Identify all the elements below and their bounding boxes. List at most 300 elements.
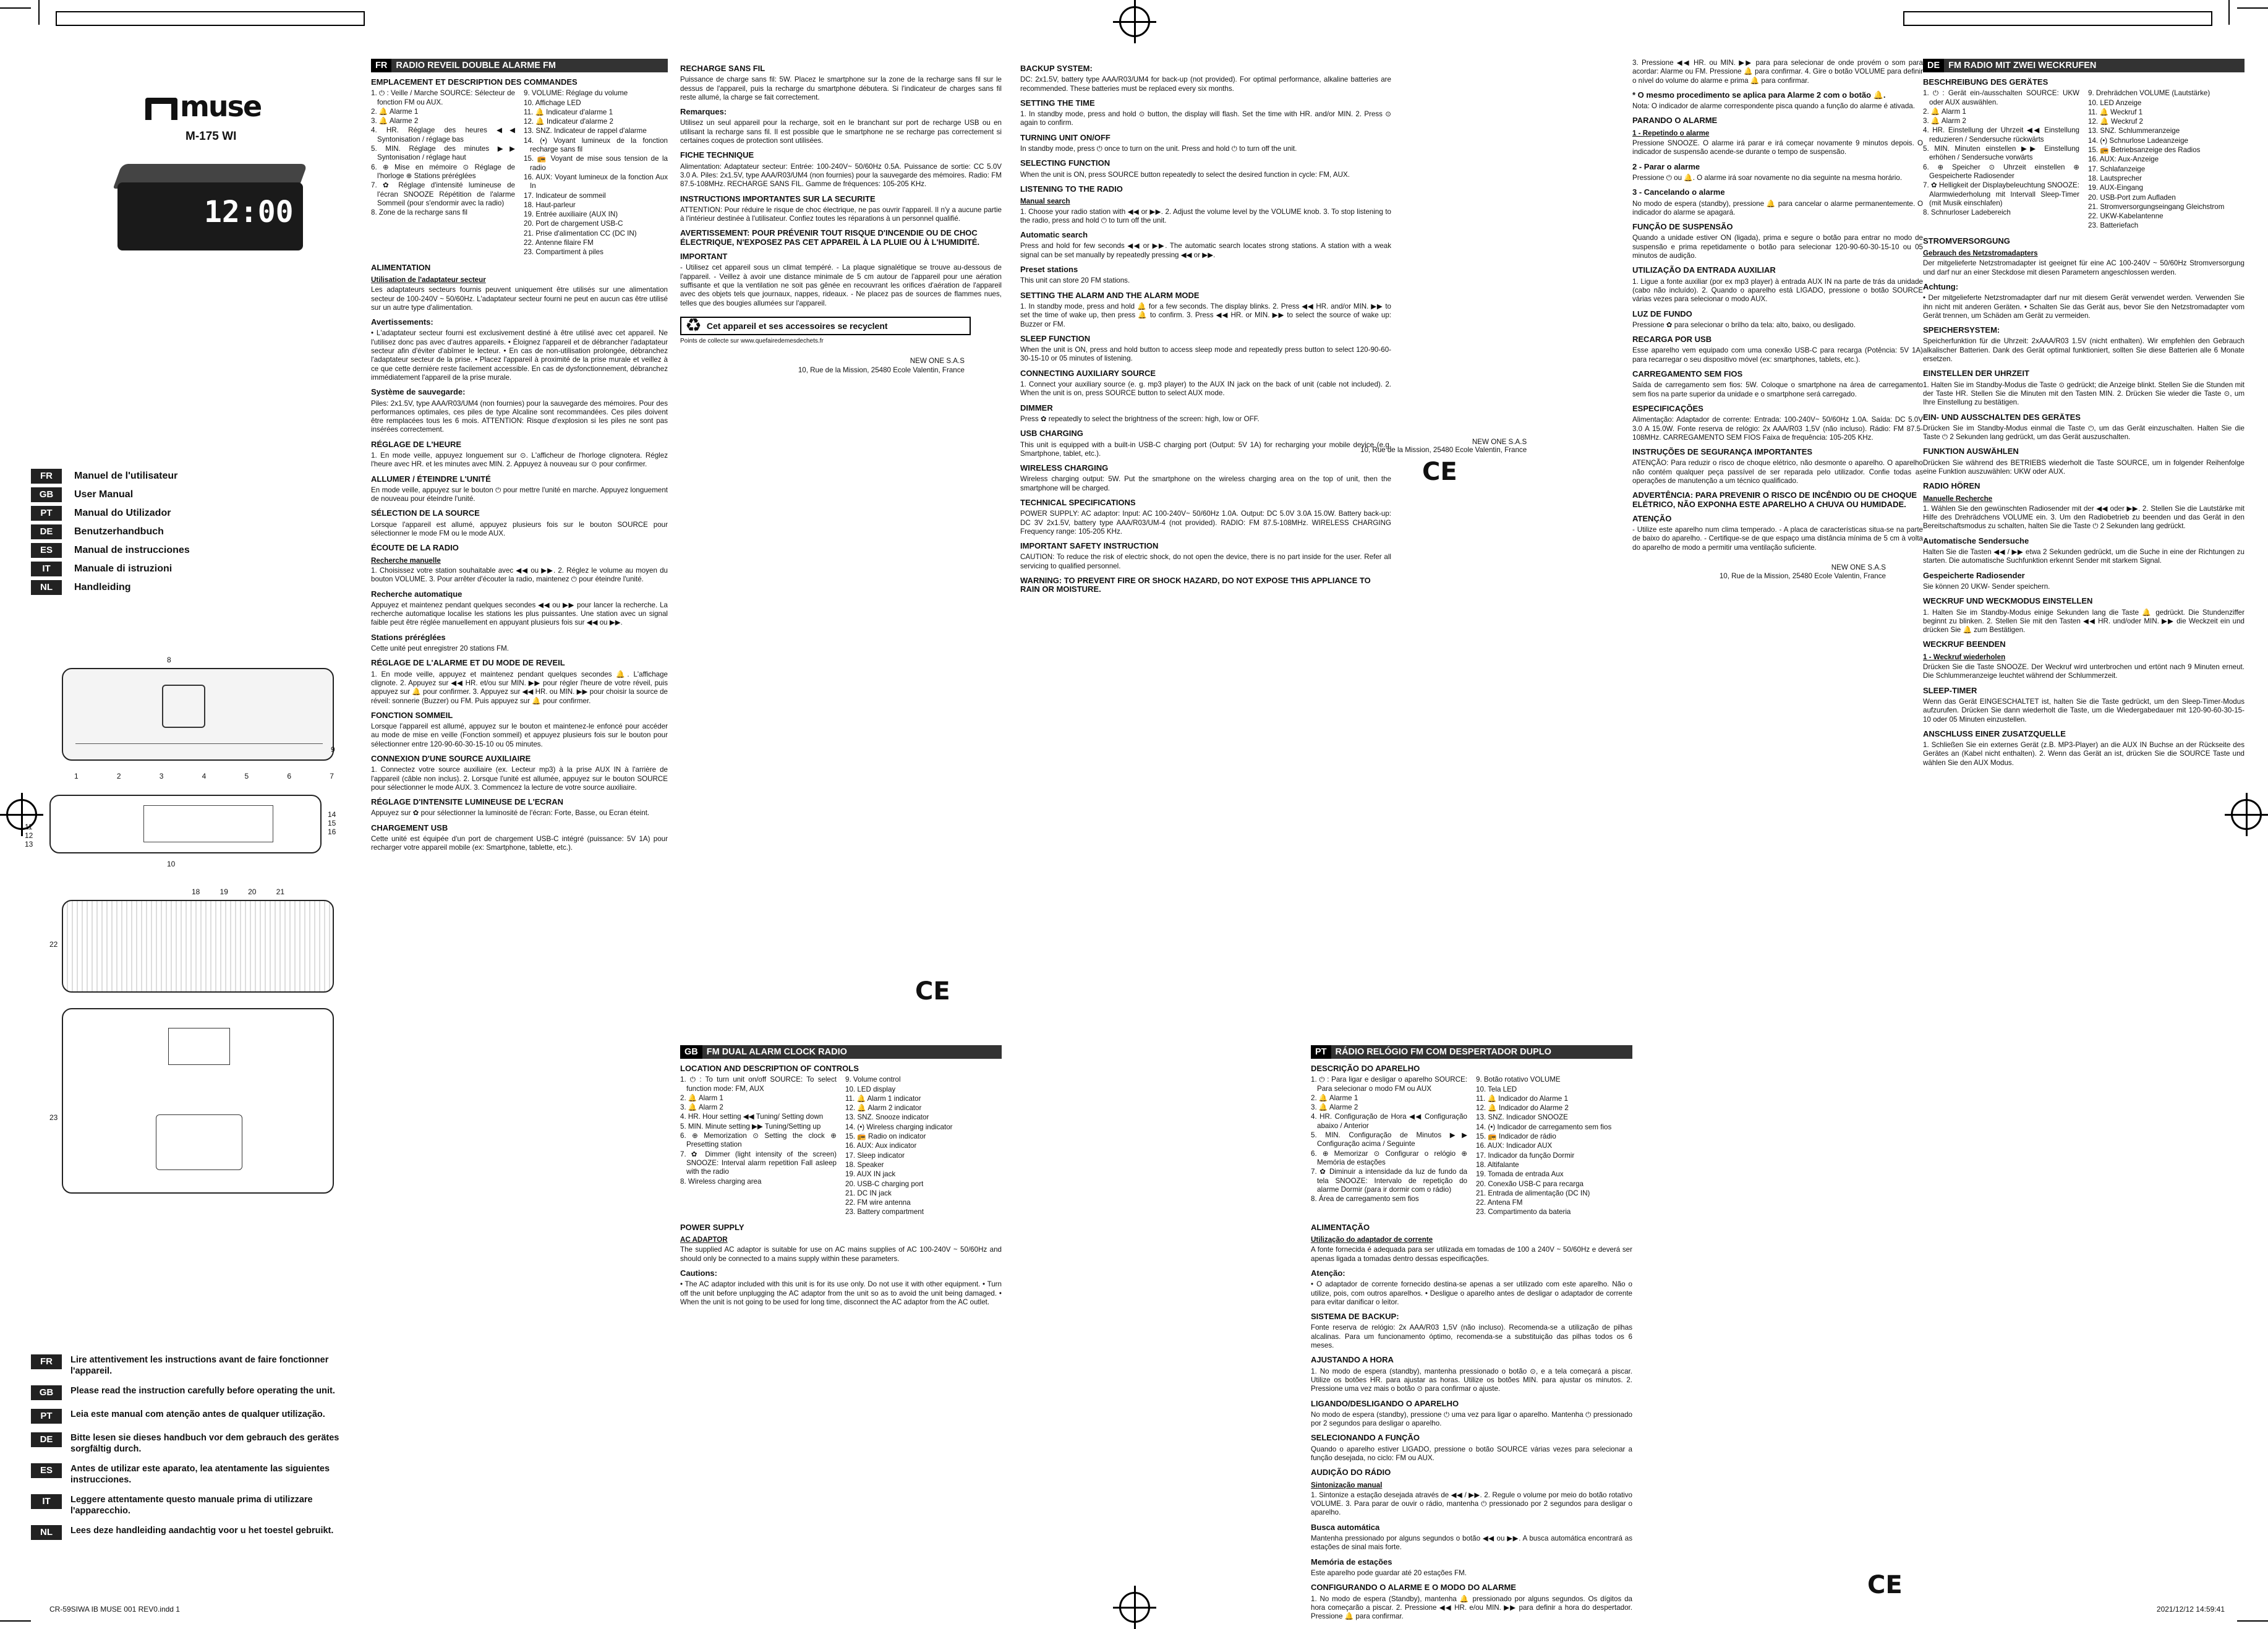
device-top-view (62, 668, 334, 761)
control-item: 15. 📻 Radio on indicator (845, 1132, 926, 1141)
control-item: 13. SNZ. Snooze indicator (845, 1113, 929, 1122)
control-item: 3. 🔔 Alarme 2 (371, 117, 419, 126)
gb-section-text: When the unit is ON, press SOURCE button repeatedly to select the desired function in cycle: FM, AUX. (1020, 170, 1350, 179)
fr-section-heading: ALLUMER / ÉTEINDRE L'UNITÉ (371, 474, 491, 484)
de-section-subheading: 1 - Weckruf wiederholen (1923, 652, 2006, 661)
fr-section-heading: RÉGLAGE DE L'HEURE (371, 439, 462, 449)
control-item: 20. Conexão USB-C para recarga (1476, 1179, 1584, 1188)
control-item: 16. AUX: Aux indicator (845, 1142, 917, 1150)
pt-column-2 (1632, 59, 1923, 581)
gb-section-heading: TURNING UNIT ON/OFF (1020, 132, 1111, 142)
control-item: 14. (•) Indicador de carregamento sem fios (1476, 1122, 1612, 1131)
diagram-label-col: 14 15 16 (328, 810, 336, 836)
ce-mark: CE (915, 977, 950, 1006)
gb-section-heading: Automatic search (1020, 230, 1088, 240)
pt-section-text: Mantenha pressionado por alguns segundos o botão ◀◀ ou ▶▶. A busca automática encontrará as estações de sinal mais forte. (1311, 1534, 1632, 1552)
control-item: 23. Compartimento da bateria (1476, 1208, 1571, 1216)
pt-section-text: 1. Sintonize a estação desejada através de ◀◀ / ▶▶. 2. Regule o volume por meio do botão rotativo VOLUME. 3. Para parar de ouvir o rádio, mantenha ⏻ pressionado por 2 segundos para desligar o aparelho. (1311, 1490, 1632, 1517)
pt-section-heading: CARREGAMENTO SEM FIOS (1632, 369, 1743, 379)
control-item: 23. Compartiment à piles (524, 248, 603, 257)
language-row: PT Manual do Utilizador (31, 504, 340, 523)
control-item: 10. Tela LED (1476, 1085, 1517, 1093)
gb-section-heading: LISTENING TO THE RADIO (1020, 184, 1123, 194)
control-item: 21. Prise d'alimentation CC (DC IN) (524, 229, 637, 237)
fr-section-text: Puissance de charge sans fil: 5W. Placez le smartphone sur la zone de la recharge sans fil sur le dessus de l'appareil, puis la recharge du smartphone débutera. Si l'indicateur de charges sans fil reste allumé, la charge se fait correctement. (680, 75, 1002, 101)
fr-section-text: Cette unité est équipée d'un port de chargement USB-C intégré (puissance: 5V 1A) pour recharger votre appareil mobile (ex: Smartphone, tablette, etc.). (371, 835, 668, 852)
control-item: 1. ⏻ : Para ligar e desligar o aparelho SOURCE: Para selecionar o modo FM ou AUX (1311, 1075, 1467, 1093)
diagram-label-row: 1 2 3 4 5 6 7 (74, 772, 334, 780)
control-item: 14. (•) Schnurlose Ladeanzeige (2088, 136, 2188, 145)
control-item: 13. SNZ. Schlummeranzeige (2088, 127, 2180, 135)
de-section-heading: STROMVERSORGUNG (1923, 236, 2010, 246)
gb-section-text: Press ✿ repeatedly to select the brightness of the screen: high, low or OFF. (1020, 414, 1260, 423)
device-back-view (62, 900, 334, 993)
fr-section-text: Appuyez et maintenez pendant quelques secondes ◀◀ ou ▶▶ pour lancer la recherche. La recherche automatique localise les stations les plus puissantes. Une station avec un signal faible peut être réglée manuellement en appuyant plusieurs fois sur ◀◀ ou ▶▶. (371, 601, 668, 627)
control-item: 1. ⏻ : Veille / Marche SOURCE: Sélecteur de fonction FM ou AUX. (371, 89, 515, 106)
gb-section-heading: SLEEP FUNCTION (1020, 333, 1091, 343)
pt-section-text: Nota: O indicador de alarme correspondente pisca quando a função do alarme é ativada. (1632, 102, 1915, 111)
gb-section-text: • The AC adaptor included with this unit is for its use only. Do not use it with other equipment. • Turn off the unit before unplugging the AC adaptor from the unit so as to avoid the unit being damaged. • When the unit is not going to be used for long time, disconnect the AC adaptor from the AC outlet. (680, 1280, 1002, 1306)
pt-section-text: Fonte reserva de relógio: 2x AAA/R03 1,5V (não incluso). Recomenda-se a utilização de pilhas alcalinas. Para um funcionamento óptimo, recomenda-se a substituição das pilhas todos os 6 meses. (1311, 1323, 1632, 1350)
fr-address: NEW ONE S.A.S 10, Rue de la Mission, 25480 Ecole Valentin, France (798, 357, 965, 374)
control-item: 12. 🔔 Weckruf 2 (2088, 118, 2143, 126)
control-item: 3. 🔔 Alarm 2 (1923, 117, 1966, 126)
control-item: 9. Volume control (845, 1075, 901, 1084)
de-section-text: • Der mitgelieferte Netzstromadapter darf nur mit diesem Gerät verwendet werden. Verwenden Sie ihn nicht mit anderen Geräten. • Schalten Sie das Gerät aus, bevor Sie den Netzstromadapter vom Gerät trennen, um Schäden am Gerät zu vermeiden. (1923, 294, 2245, 320)
control-item: 13. SNZ. Indicador SNOOZE (1476, 1113, 1568, 1122)
gb-section-text: 1. In standby mode, press and hold ⊙ button, the display will flash. Set the time with HR. and/or MIN. 2. Press ⊙ again to confirm. (1020, 110, 1391, 127)
fr-section-text: 1. Connectez votre source auxiliaire (ex. Lecteur mp3) à la prise AUX IN à l'arrière de l'appareil (câble non inclus). 2. Lorsque l'unité est allumée, appuyez sur le bouton SOURCE pour sélectionner le mode AUX. 3. Commencez la lecture de votre source auxiliaire. (371, 766, 668, 792)
gb-section-heading: POWER SUPPLY (680, 1222, 744, 1232)
diagram-label: 23 (49, 1113, 58, 1122)
de-section-text: 1. Halten Sie im Standby-Modus einige Sekunden lang die Taste 🔔 gedrückt. Die Stundenziffer beginnt zu blinken. 2. Stellen Sie mit den Tasten ◀◀ HR. und/oder MIN. ▶▶ die Weckzeit ein und drücken Sie 🔔 zum Bestätigen. (1923, 608, 2245, 635)
control-item: 6. ⊕ Mise en mémoire ⊙ Réglage de l'horloge ⊕ Stations préréglées (371, 163, 515, 180)
de-section-text: Drücken Sie im Standby-Modus einmal die Taste ⏻, um das Gerät einzuschalten. Halten Sie die Taste ⏻ 2 Sekunden lang gedrückt, um das Gerät auszuschalten. (1923, 424, 2245, 442)
control-item: 14. (•) Wireless charging indicator (845, 1122, 953, 1131)
diagram-label-col: 11 12 13 (25, 823, 33, 849)
model-number: M-175 WI (185, 130, 237, 143)
gb-section-heading: WIRELESS CHARGING (1020, 463, 1109, 473)
control-item: 6. ⊕ Memorizar ⊙ Configurar o relógio ⊕ Memória de estações (1311, 1149, 1467, 1166)
control-item: 6. ⊕ Speicher ⊙ Uhrzeit einstellen ⊕ Gespeicherte Radiosender (1923, 163, 2079, 180)
control-item: 18. Altifalante (1476, 1160, 1519, 1169)
fr-column-1 (371, 59, 668, 856)
control-item: 21. DC IN jack (845, 1189, 892, 1197)
control-item: 20. USB-Port zum Aufladen (2088, 193, 2176, 202)
crop-mark (0, 1620, 31, 1622)
pt-section-text: 1. No modo de espera (standby), mantenha pressionado o botão ⊙, e a tela começará a piscar. Utilize os botões HR. para ajustar as horas. Utilize os botões MIN. para ajustar os minutos. 2. Pressione uma vez mais o botão ⊙ para confirmar o ajuste. (1311, 1367, 1632, 1393)
de-section-heading: EINSTELLEN DER UHRZEIT (1923, 369, 2029, 378)
fr-section-text: 1. En mode veille, appuyez longuement sur ⊙. L'afficheur de l'horloge clignotera. Réglez l'heure avec HR. et les minutes avec MIN. 2. Appuyez à nouveau sur ⊙ pour confirmer. (371, 451, 668, 469)
device-front-view (49, 795, 322, 853)
fr-section-subheading: Recherche manuelle (371, 556, 441, 565)
gb-section-heading: SELECTING FUNCTION (1020, 158, 1111, 168)
gb-section-text: This unit is equipped with a built-in USB-C charging port (Output: 5V 1A) for recharging your mobile device (e.g. Smartphone, tablet, etc.). (1020, 440, 1391, 458)
fr-section-text: 1. En mode veille, appuyez et maintenez pendant quelques secondes 🔔. L'affichage clignote. 2. Appuyez sur ◀◀ HR. et/ou sur MIN. ▶▶ pour régler l'heure de votre réveil, puis appuyez sur 🔔 pour confirmer. 3. Appuyez sur ◀◀ HR. ou MIN. ▶▶ pour choisir la source de réveil: sonnerie (Buzzer) ou FM. Puis appuyez sur 🔔 pour confirmer. (371, 670, 668, 705)
control-item: 4. HR. Réglage des heures ◀◀ Syntonisation / réglage bas (371, 126, 515, 143)
gb-header-block (680, 1045, 1002, 1310)
control-item: 9. Botão rotativo VOLUME (1476, 1075, 1561, 1084)
fr-sections-2 (680, 64, 1002, 308)
control-item: 16. AUX: Voyant lumineux de la fonction Aux In (524, 173, 668, 190)
control-item: 7. ✿ Réglage d'intensité lumineuse de l'écran SNOOZE Répétition de l'alarme Sommeil (pour s'endormir avec la radio) (371, 181, 515, 207)
pt-section-text: ATENÇÃO: Para reduzir o risco de choque elétrico, não desmonte o aparelho. O aparelho não contém qualquer peça passível de ser reparada pelo utilizador. Confie todas as operações de manutenção a um técnico qualificado. (1632, 459, 1923, 485)
fr-controls-list (371, 89, 668, 257)
control-item: 3. 🔔 Alarm 2 (680, 1103, 723, 1112)
gb-section-heading: IMPORTANT SAFETY INSTRUCTION (1020, 541, 1159, 551)
pt-section-text: Saída de carregamento sem fios: 5W. Coloque o smartphone na área de carregamento sem fios na parte superior da unidade e o smartphone será carregado. (1632, 381, 1923, 398)
pt-section-heading: ESPECIFICAÇÕES (1632, 403, 1703, 413)
fr-section-heading: RÉGLAGE D'INTENSITE LUMINEUSE DE L'ECRAN (371, 797, 563, 807)
gb-section-text: In standby mode, press ⏻ once to turn on the unit. Press and hold ⏻ to turn off the unit. (1020, 145, 1297, 153)
color-calibration-bar (56, 11, 365, 26)
control-item: 21. Entrada de alimentação (DC IN) (1476, 1189, 1590, 1197)
fr-sections (371, 263, 668, 853)
gb-section-subheading: Manual search (1020, 197, 1070, 206)
fr-section-text: Utilisez un seul appareil pour la recharge, soit en le branchant sur port de recharge USB ou en utilisant la recharge sans fil. Il est possible que le smartphone ne se recharge pas correctement si certaines coques de protection sont utilisées. (680, 119, 1002, 145)
pt-section-text: A fonte fornecida é adequada para ser utilizada em tomadas de 100 a 240V ~ 50/60Hz e deverá ser apenas ligada a tomadas dentro dessas especificações. (1311, 1246, 1632, 1263)
gb-section-heading: Cautions: (680, 1268, 717, 1278)
control-item: 3. 🔔 Alarme 2 (1311, 1103, 1358, 1112)
device-diagram (25, 656, 346, 1336)
de-section-text: Drücken Sie die Taste SNOOZE. Der Weckruf wird unterbrochen und ertönt nach 9 Minuten erneut. Die Schlummeranzeige leuchtet während der Schlummerzeit. (1923, 663, 2245, 680)
gb-section-text: CAUTION: To reduce the risk of electric shock, do not open the device, there is no part inside for the user. Refer all servicing to qualified personnel. (1020, 553, 1391, 570)
pt-section-text: Quando o aparelho estiver LIGADO, pressione o botão SOURCE várias vezes para selecionar a função desejada, no ciclo: FM ou AUX. (1311, 1445, 1632, 1462)
control-item: 7. ✿ Dimmer (light intensity of the screen) SNOOZE: Interval alarm repetition Fall asleep with the radio (680, 1150, 837, 1176)
fr-section-text: Appuyez sur ✿ pour sélectionner la luminosité de l'écran: Forte, Basse, ou Ecran éteint. (371, 809, 650, 818)
fr-column-2 (680, 59, 1002, 375)
language-row: FR Manuel de l'utilisateur (31, 467, 340, 485)
de-section-text: Halten Sie die Tasten ◀◀ / ▶▶ etwa 2 Sekunden gedrückt, um die Suche in eine der Richtungen zu starten. Die automatische Suchfunktion erkennt Sender mit starkem Signal. (1923, 548, 2245, 565)
pt-section-text: 1. Ligue a fonte auxiliar (por ex mp3 player) à entrada AUX IN na parte de trás da unidade (cabo não incluído). 2. Quando o aparelho está LIGADO, pressione o botão SOURCE várias vezes para selecionar o modo AUX. (1632, 277, 1923, 304)
de-section-heading: EIN- UND AUSSCHALTEN DES GERÄTES (1923, 412, 2081, 422)
control-item: 7. ✿ Diminuir a intensidade da luz de fundo da tela SNOOZE: Intervalo de repetição do alarme Dormir (para ir dormir com o rádio) (1311, 1168, 1467, 1194)
control-item: 12. 🔔 Alarm 2 indicator (845, 1104, 922, 1113)
gb-section-heading: WARNING: TO PREVENT FIRE OR SHOCK HAZARD, DO NOT EXPOSE THIS APPLIANCE TO RAIN OR MOISTURE. (1020, 576, 1371, 594)
control-item: 5. MIN. Réglage des minutes ▶▶ Syntonisation / réglage haut (371, 145, 515, 162)
control-item: 17. Schlafanzeige (2088, 165, 2146, 173)
fr-section-text: Les adaptateurs secteurs fournis peuvent uniquement être utilisés sur une alimentation secteur de 100-240V ~ 50/60Hz. L'adaptateur secteur fourni ne peut en aucun cas être utilisé sur un autre type d'alimentation. (371, 286, 668, 312)
diagram-label-row: 18 19 20 21 (192, 887, 284, 896)
de-section-heading: SLEEP-TIMER (1923, 685, 1977, 695)
de-section-heading: WECKRUF UND WECKMODUS EINSTELLEN (1923, 596, 2093, 606)
control-item: 4. HR. Hour setting ◀◀ Tuning/ Setting down (680, 1113, 824, 1121)
pt-section-heading: ALIMENTAÇÃO (1311, 1222, 1370, 1232)
control-item: 16. AUX: Indicador AUX (1476, 1142, 1553, 1150)
registration-mark (1113, 1586, 1156, 1629)
gb-section-text: Wireless charging output: 5W. Put the smartphone on the wireless charging area on the top of unit, then the smartphone will be charged. (1020, 475, 1391, 492)
control-item: 9. VOLUME: Réglage du volume (524, 89, 628, 98)
pt-section-heading: LIGANDO/DESLIGANDO O APARELHO (1311, 1398, 1459, 1408)
control-item: 13. SNZ. Indicateur de rappel d'alarme (524, 127, 647, 135)
gb-section-header: GB FM DUAL ALARM CLOCK RADIO (680, 1045, 1002, 1059)
gb-section-heading: SETTING THE TIME (1020, 98, 1095, 108)
control-item: 16. AUX: Aux-Anzeige (2088, 155, 2159, 164)
gb-section-text: 1. In standby mode, press and hold 🔔 for a few seconds. The display blinks. 2. Press ◀◀ HR. and/or MIN. ▶▶ to set the time of wake up, then press 🔔 to confirm. 3. Press ◀◀ HR. or MIN. ▶▶ to select the source of wake up: Buzzer or FM. (1020, 302, 1391, 328)
gb-column-2 (1020, 59, 1391, 597)
fr-section-heading: ALIMENTATION (371, 262, 431, 272)
control-item: 5. MIN. Minute setting ▶▶ Tuning/Setting up (680, 1122, 821, 1131)
fr-section-text: Alimentation: Adaptateur secteur: Entrée: 100-240V~ 50/60Hz 0.5A. Puissance de sortie: CC 5.0V 3.0 A. Piles: 2x1.5V, type AAA/R03/UM4 (non fournies) pour la sauvegarde des mémoires. Radio: FM 87.5-108MHz. RECHARGE SANS FIL. Gamme de fréquences: 105-205 KHz. (680, 162, 1002, 189)
de-section-heading: WECKRUF BEENDEN (1923, 639, 2006, 649)
language-list (31, 467, 340, 597)
gb-desc-title: LOCATION AND DESCRIPTION OF CONTROLS (680, 1064, 859, 1073)
control-item: 17. Sleep indicator (845, 1151, 905, 1160)
pt-section-text: • O adaptador de corrente fornecido destina-se apenas a ser utilizado com este aparelho. Não o utilize, pois, com outros aparelhos. • Desligue o aparelho antes de desligar o adaptador de corrente para evitar danificar o leitor. (1311, 1280, 1632, 1306)
fr-section-heading: SÉLECTION DE LA SOURCE (371, 508, 480, 518)
de-section-text: 1. Schließen Sie ein externes Gerät (z.B. MP3-Player) an die AUX IN Buchse an der Rückseite des Gerätes an (Kabel nicht enthalten). 2. Wenn das Gerät an ist, drücken Sie die SOURCE Taste und wählen Sie den AUX Modus. (1923, 741, 2245, 767)
read-first-list (31, 1354, 340, 1549)
fr-section-heading: Système de sauvegarde: (371, 387, 466, 397)
pt-address: NEW ONE S.A.S 10, Rue de la Mission, 25480 Ecole Valentin, France (1719, 563, 1886, 581)
ce-mark: CE (1422, 458, 1457, 486)
control-item: 11. 🔔 Alarm 1 indicator (845, 1094, 921, 1103)
control-item: 9. Drehrädchen VOLUME (Lautstärke) (2088, 89, 2210, 98)
pt-section-heading: ADVERTÊNCIA: PARA PREVENIR O RISCO DE INCÊNDIO OU DE CHOQUE ELÉTRICO, NÃO EXPONHA ESTE APARELHO A CHUVA OU HUMIDADE. (1632, 490, 1917, 509)
crop-mark (2237, 1620, 2268, 1622)
control-item: 1. ⏻ : Gerät ein-/ausschalten SOURCE: UKW oder AUX auswählen. (1923, 89, 2079, 106)
fr-section-heading: Stations préréglées (371, 632, 446, 642)
clock-display: 12:00 (204, 195, 294, 229)
control-item: 14. (•) Voyant lumineux de la fonction recharge sans fil (524, 136, 668, 154)
brand-logo: muse (145, 90, 261, 123)
control-item: 19. Tomada de entrada Aux (1476, 1170, 1564, 1179)
de-section-heading: Automatische Sendersuche (1923, 536, 2029, 545)
read-first-row: PT Leia este manual com atenção antes de qualquer utilização. (31, 1409, 340, 1424)
fr-section-heading: CHARGEMENT USB (371, 823, 448, 832)
pt-section-heading: FUNÇÃO DE SUSPENSÃO (1632, 222, 1733, 232)
de-section-text: 1. Wählen Sie den gewünschten Radiosender mit der ◀◀ oder ▶▶. 2. Stellen Sie die Lautstärke mit Hilfe des Drehrädchens VOLUME ein. 3. Um den Radiobetrieb zu beenden und das Gerät in den Bereitschaftsmodus zu schalten, halten Sie die Taste ⏻ 2 Sekunden lang gedrückt. (1923, 504, 2245, 531)
fr-section-heading: FICHE TECHNIQUE (680, 150, 754, 160)
read-first-row: ES Antes de utilizar este aparato, lea atentamente las siguientes instrucciones. (31, 1463, 340, 1486)
pt-section-heading: 3 - Cancelando o alarme (1632, 187, 1725, 197)
fr-section-header: FR RADIO REVEIL DOUBLE ALARME FM (371, 59, 668, 72)
de-section-heading: SPEICHERSYSTEM: (1923, 325, 2000, 335)
fr-section-heading: FONCTION SOMMEIL (371, 710, 453, 720)
print-footer-right: 2021/12/12 14:59:41 (2156, 1605, 2225, 1614)
pt-section-text: No modo de espera (standby), pressione ⏻ uma vez para ligar o aparelho. Mantenha ⏻ pressionado por 2 segundos para desligar o aparelho. (1311, 1410, 1632, 1428)
fr-section-subheading: Utilisation de l'adaptateur secteur (371, 275, 486, 284)
fr-section-heading: RECHARGE SANS FIL (680, 64, 765, 73)
gb-section-heading: CONNECTING AUXILIARY SOURCE (1020, 368, 1156, 378)
control-item: 19. AUX-Eingang (2088, 184, 2143, 192)
fr-section-heading: Avertissements: (371, 317, 433, 327)
control-item: 8. Zone de la recharge sans fil (371, 208, 467, 217)
fr-section-heading: INSTRUCTIONS IMPORTANTES SUR LA SECURITE (680, 194, 876, 203)
gb-section-text: Press and hold for few seconds ◀◀ or ▶▶. The automatic search locates strong stations. A station with a weak signal can be set manually by repeatedly pressing ◀◀ or ▶▶. (1020, 242, 1391, 259)
de-section-text: 1. Halten Sie im Standby-Modus die Taste ⊙ gedrückt; die Anzeige blinkt. Stellen Sie die Stunden mit der Taste HR. Stellen Sie die Minuten mit den Tasten MIN. 2. Drücken Sie wieder die Taste ⊙, um Ihre Einstellung zu bestätigen. (1923, 380, 2245, 407)
control-item: 22. FM wire antenna (845, 1199, 911, 1207)
gb-controls-list (680, 1075, 1002, 1217)
control-item: 8. Área de carregamento sem fios (1311, 1195, 1419, 1204)
gb-section-text: 1. Connect your auxiliary source (e. g. mp3 player) to the AUX IN jack on the back of unit (cable not included). 2. When the unit is on, press SOURCE button to select AUX mode. (1020, 380, 1391, 398)
language-row: IT Manuale di istruzioni (31, 560, 340, 578)
control-item: 21. Stromversorgungseingang Gleichstrom (2088, 202, 2225, 211)
gb-section-heading: TECHNICAL SPECIFICATIONS (1020, 497, 1136, 507)
pt-desc-title: DESCRIÇÃO DO APARELHO (1311, 1064, 1420, 1073)
gb-section-heading: BACKUP SYSTEM: (1020, 64, 1093, 73)
control-item: 10. Affichage LED (524, 98, 581, 107)
control-item: 11. 🔔 Indicador do Alarme 1 (1476, 1094, 1568, 1103)
pt-section-heading: INSTRUÇÕES DE SEGURANÇA IMPORTANTES (1632, 447, 1813, 457)
pt-section-heading: AJUSTANDO A HORA (1311, 1355, 1394, 1365)
fr-section-text: ATTENTION: Pour réduire le risque de choc électrique, ne pas ouvrir l'appareil. Il n'y a aucune partie à l'intérieur destinée à l'utilisateur. Confiez toutes les réparations à un personnel qualifié. (680, 205, 1002, 223)
control-item: 23. Battery compartment (845, 1208, 924, 1216)
language-row: ES Manual de instrucciones (31, 541, 340, 560)
color-calibration-bar (1903, 11, 2212, 26)
diagram-label: 8 (167, 656, 171, 664)
gb-section-heading: DIMMER (1020, 403, 1053, 413)
control-item: 5. MIN. Minuten einstellen ▶▶ Einstellung erhöhen / Sendersuche vorwärts (1923, 145, 2079, 162)
fr-section-text: Lorsque l'appareil est allumé, appuyez plusieurs fois sur le bouton SOURCE pour sélectionner le mode FM ou le mode AUX. (371, 520, 668, 538)
read-first-row: NL Lees deze handleiding aandachtig voor u het toestel gebruikt. (31, 1525, 340, 1540)
gb-address: NEW ONE S.A.S 10, Rue de la Mission, 25480 Ecole Valentin, France (1360, 438, 1527, 454)
pt-section-text: Pressione SNOOZE. O alarme irá parar e irá começar novamente 9 minutos depois. O indicador de suspensão acende-se durante o tempo de suspensão. (1632, 139, 1923, 156)
gb-section-text: POWER SUPPLY: AC adaptor: Input: AC 100-240V~ 50/60Hz 1.0A. Output: DC 5.0V 3.0A 15.0W. Battery back-up: DC 3V 2x1.5V, battery type AAA/R03/UM-4 (not provided). RADIO: FM 87.5-108MHz. WIRELESS CHARGING Frequency range: 105-205 KHz. (1020, 510, 1391, 536)
read-first-row: DE Bitte lesen sie dieses handbuch vor dem gebrauch des gerätes sorgfältig durch. (31, 1432, 340, 1455)
read-first-row: FR Lire attentivement les instructions avant de faire fonctionner l'appareil. (31, 1354, 340, 1377)
pt-section-heading: 2 - Parar o alarme (1632, 161, 1700, 171)
pt-section-text: Esse aparelho vem equipado com uma conexão USB-C para recarga (Potência: 5V 1A) para recarregar o seu dispositivo móvel (ex: smartphones, tablets, etc.). (1632, 346, 1923, 364)
crop-mark (38, 0, 40, 25)
de-section-text: Drücken Sie während des BETRIEBS wiederholt die Taste SOURCE, um in folgender Reihenfolge eine Funktion auszuwählen: UKW oder AUX. (1923, 458, 2245, 476)
product-image (117, 164, 309, 257)
pt-section-subheading: Utilização do adaptador de corrente (1311, 1236, 1433, 1244)
pt-section-heading: UTILIZAÇÃO DA ENTRADA AUXILIAR (1632, 265, 1776, 275)
control-item: 11. 🔔 Indicateur d'alarme 1 (524, 108, 613, 116)
de-section-subheading: Manuelle Recherche (1923, 494, 1993, 503)
pt-section-heading: Memória de estações (1311, 1557, 1392, 1567)
control-item: 19. Entrée auxiliaire (AUX IN) (524, 210, 618, 219)
fr-section-text: • L'adaptateur secteur fourni est exclusivement destiné à être utilisé avec cet appareil. Ne l'utilisez donc pas avec d'autres appareils. • Éloignez l'appareil et de débrancher l'adaptateur secteur afin d'éviter d'abîmer le lecteur. • En cas de non-utilisation prolongée, débranchez l'adaptateur secteur de la prise. • Placez l'appareil à proximité de la prise murale et veillez à ce que cette dernière reste facilement accessible. En cas de dysfonctionnement, débranchez immédiatement l'appareil de la prise murale. (371, 329, 668, 382)
control-item: 15. 📻 Indicador de rádio (1476, 1132, 1556, 1141)
language-row: NL Handleiding (31, 578, 340, 597)
pt-section-text: Este aparelho pode guardar até 20 estações FM. (1311, 1568, 1467, 1577)
control-item: 4. HR. Einstellung der Uhrzeit ◀◀ Einstellung reduzieren / Sendersuche rückwärts (1923, 126, 2079, 143)
fr-section-heading: AVERTISSEMENT: POUR PRÉVENIR TOUT RISQUE D'INCENDIE OU DE CHOC ÉLECTRIQUE, N'EXPOSEZ PAS CET APPAREIL À LA PLUIE OU À L'HUMIDITÉ. (680, 228, 980, 247)
de-section-subheading: Gebrauch des Netzstromadapters (1923, 249, 2038, 258)
pt-section-text: Quando a unidade estiver ON (ligada), prima e segure o botão para entrar no modo de suspensão e prima repetidamente o botão para selecionar 120-90-60-30-15-10 ou 05 minutos de audição. (1632, 234, 1923, 260)
control-item: 8. Schnurloser Ladebereich (1923, 208, 2011, 217)
fr-section-heading: CONNEXION D'UNE SOURCE AUXILIAIRE (371, 754, 531, 763)
gb-section-heading: SETTING THE ALARM AND THE ALARM MODE (1020, 290, 1200, 300)
fr-section-heading: RÉGLAGE DE L'ALARME ET DU MODE DE REVEIL (371, 658, 565, 668)
control-item: 2. 🔔 Alarm 1 (680, 1093, 723, 1102)
control-item: 12. 🔔 Indicateur d'alarme 2 (524, 118, 613, 126)
pt-section-subheading: 1 - Repetindo o alarme (1632, 129, 1710, 137)
fr-section-text: En mode veille, appuyez sur le bouton ⏻ pour mettre l'unité en marche. Appuyez longuement de nouveau pour éteindre l'unité. (371, 485, 668, 503)
de-section-heading: ANSCHLUSS EINER ZUSATZQUELLE (1923, 729, 2066, 738)
language-row: GB User Manual (31, 485, 340, 504)
gb-section-heading: USB CHARGING (1020, 429, 1083, 438)
cover-panel (25, 62, 346, 1577)
device-bottom-view (62, 1008, 334, 1194)
pt-section-text: 1. No modo de espera (Standby), mantenha 🔔 pressionado por alguns segundos. Os dígitos da hora começarão a piscar. 2. Pressione ◀◀ HR. e/ou MIN. ▶▶ para definir a hora do despertador. Pressione 🔔 para confirmar. (1311, 1594, 1632, 1621)
control-item: 20. Port de chargement USB-C (524, 220, 623, 228)
control-item: 15. 📻 Voyant de mise sous tension de la radio (524, 155, 668, 172)
gb-section-text: DC: 2x1.5V, battery type AAA/R03/UM4 for back-up (not provided). For optimal performance, alkaline batteries are recommended. These batteries must be replaced every six months. (1020, 75, 1391, 93)
diagram-label: 22 (49, 940, 58, 949)
pt-section-text: No modo de espera (standby), pressione 🔔 para cancelar o alarme permanentemente. O indicador do alarme se apagará. (1632, 199, 1923, 216)
control-item: 15. 📻 Betriebsanzeige des Radios (2088, 146, 2201, 155)
pt-section-heading: LUZ DE FUNDO (1632, 309, 1692, 319)
fr-section-text: Piles: 2x1.5V, type AAA/R03/UM4 (non fournies) pour la sauvegarde des mémoires. Pour des performances optimales, ces piles de type Alcaline sont recommandées. Ces piles doivent être remplacées tous les 6 mois. ATTENTION: Risque d'explosion si les piles ne sont pas insérées correctement. (371, 399, 668, 434)
control-item: 22. Antenne filaire FM (524, 239, 594, 247)
de-column (1923, 59, 2245, 771)
pt-section-heading: SELECIONANDO A FUNÇÃO (1311, 1433, 1420, 1443)
control-item: 17. Indicateur de sommeil (524, 191, 606, 200)
gb-section-heading: Preset stations (1020, 265, 1078, 275)
pt-section-heading: Busca automática (1311, 1522, 1380, 1532)
pt-controls-list (1311, 1075, 1632, 1217)
control-item: 22. UKW-Kabelantenne (2088, 212, 2164, 221)
control-item: 1. ⏻ : To turn unit on/off SOURCE: To select function mode: FM, AUX (680, 1075, 837, 1093)
ce-mark: CE (1867, 1571, 1903, 1599)
control-item: 18. Lautsprecher (2088, 174, 2142, 182)
pt-section-heading: Atenção: (1311, 1268, 1345, 1278)
de-section-text: Speicherfunktion für die Uhrzeit: 2xAAA/R03 1.5V (nicht enthalten). Wir empfehlen den Gebrauch alkalischer Batterien. Dank des Gerät optimal funktioniert, sollten Sie diese Batterien alle 6 Monate ersetzen. (1923, 337, 2245, 364)
recycle-logo: ♻ Cet appareil et ses accessoires se recyclent (680, 317, 971, 335)
pt-section-subheading: Sintonização manual (1311, 1481, 1383, 1489)
fr-desc-title: EMPLACEMENT ET DESCRIPTION DES COMMANDES (371, 77, 578, 87)
control-item: 6. ⊕ Memorization ⊙ Setting the clock ⊕ Presetting station (680, 1132, 837, 1149)
pt-section-heading: CONFIGURANDO O ALARME E O MODO DO ALARME (1311, 1583, 1516, 1593)
read-first-row: IT Leggere attentamente questo manuale prima di utilizzare l'apparecchio. (31, 1494, 340, 1516)
fr-section-heading: Recherche automatique (371, 589, 463, 599)
registration-mark (2225, 793, 2268, 836)
fr-section-heading: Remarques: (680, 107, 727, 117)
control-item: 7. ✿ Helligkeit der Displaybeleuchtung SNOOZE: Alarmwiederholung mit Intervall Sleep-Timer (mit Musik einschlafen) (1923, 181, 2079, 207)
control-item: 22. Antena FM (1476, 1199, 1523, 1207)
gb-section-text: 1. Choose your radio station with ◀◀ or ▶▶. 2. Adjust the volume level by the VOLUME knob. 3. To stop listening to the radio, press and hold ⏻ to turn off the unit. (1020, 207, 1391, 224)
control-item: 2. 🔔 Alarm 1 (1923, 107, 1966, 116)
pt-section-text: - Utilize este aparelho num clima temperado. - A placa de características situa-se na parte de baixo do aparelho. - Certifique-se de que espaço uma distância mínima de 5 cm à volta do aparelho de modo a permitir uma ventilação suficiente. (1632, 526, 1923, 552)
gb-section-text: This unit can store 20 FM stations. (1020, 276, 1130, 285)
control-item: 2. 🔔 Alarme 1 (1311, 1093, 1358, 1102)
control-item: 11. 🔔 Weckruf 1 (2088, 108, 2143, 116)
de-section-heading: FUNKTION AUSWÄHLEN (1923, 447, 2019, 456)
language-row: DE Benutzerhandbuch (31, 523, 340, 541)
de-section-heading: Gespeicherte Radiosender (1923, 570, 2025, 580)
pt-section-heading: ATENÇÃO (1632, 513, 1672, 523)
de-section-header: DE FM RADIO MIT ZWEI WECKRUFEN (1923, 59, 2245, 72)
pt-section-header: PT RÁDIO RELÓGIO FM COM DESPERTADOR DUPLO (1311, 1045, 1632, 1059)
crop-mark (0, 7, 31, 9)
crop-mark (2228, 0, 2230, 25)
control-item: 19. AUX IN jack (845, 1170, 896, 1179)
control-item: 10. LED Anzeige (2088, 98, 2142, 107)
pt-section-text: 3. Pressione ◀◀ HR. ou MIN. ▶▶ para para selecionar de onde provém o som para acordar: Alarme ou FM. Pressione 🔔 para confirmar. 4. Gire o botão VOLUME para definir o nível do volume do alarme e prima 🔔 para confirmar. (1632, 59, 1923, 85)
crop-mark (2237, 7, 2268, 9)
read-first-row: GB Please read the instruction carefully before operating the unit. (31, 1385, 340, 1400)
de-section-text: Sie können 20 UKW- Sender speichern. (1923, 582, 2050, 591)
control-item: 10. LED display (845, 1085, 896, 1093)
control-item: 23. Batteriefach (2088, 221, 2139, 230)
pt-section-heading: PARANDO O ALARME (1632, 116, 1718, 126)
fr-section-text: 1. Choisissez votre station souhaitable avec ◀◀ ou ▶▶. 2. Réglez le volume au moyen du bouton VOLUME. 3. Pour arrêter d'écouter la radio, maintenez ⏻ pour éteindre l'unité. (371, 566, 668, 584)
fr-section-heading: IMPORTANT (680, 252, 728, 262)
pt-section-heading: SISTEMA DE BACKUP: (1311, 1312, 1399, 1322)
pt-section-heading: * O mesmo procedimento se aplica para Alarme 2 com o botão 🔔. (1632, 90, 1886, 100)
recycle-subtitle: Points de collecte sur www.quefairedemesdechets.fr (680, 338, 824, 345)
fr-section-heading: ÉCOUTE DE LA RADIO (371, 543, 459, 553)
registration-mark (1113, 0, 1156, 43)
de-desc-title: BESCHREIBUNG DES GERÄTES (1923, 77, 2048, 87)
control-item: 17. Indicador da função Dormir (1476, 1151, 1575, 1160)
diagram-label: 10 (167, 860, 176, 868)
control-item: 20. USB-C charging port (845, 1179, 924, 1188)
pt-section-text: Alimentação: Adaptador de corrente: Entrada: 100-240V~ 50/60Hz 1.0A. Saída: DC 5.0V 3.0 A 15.0W. Fonte reserva de relógio: 2x AAA/R03 1,5V (não incluso). Rádio: FM 87.5-108MHz. CARREGAMENTO SEM FIOS Faixa de frequência: 105-205 KHz. (1632, 416, 1923, 442)
